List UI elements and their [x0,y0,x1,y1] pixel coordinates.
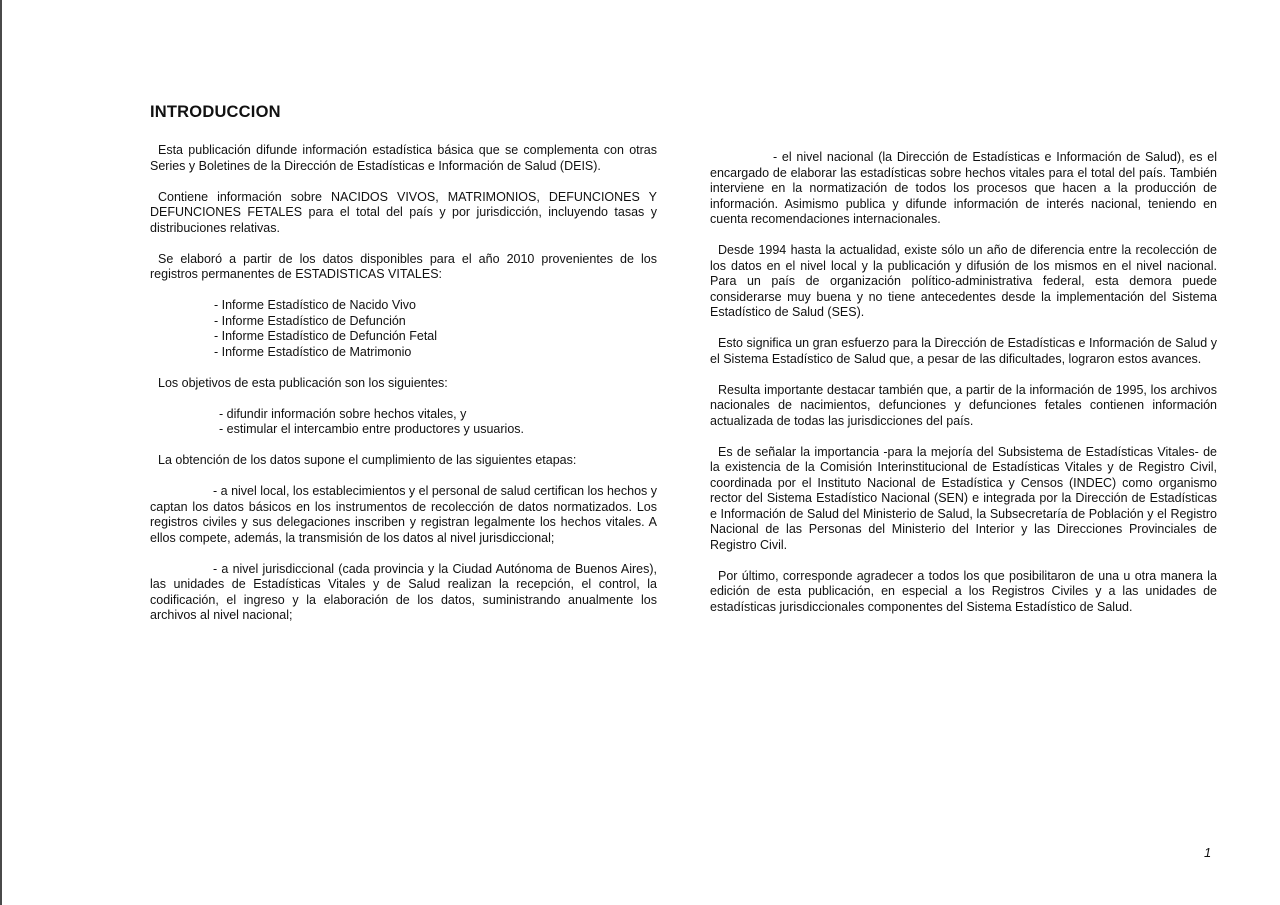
paragraph-acknowledgements: Por último, corresponde agradecer a todos los que posibilitaron de una u otra manera la edición de esta publicación, en especial a los Registros Civiles y a las unidades de estadísticas jurisdiccionales componentes del Sistema Estadístico de Salud. [710,568,1217,614]
report-list-item: - Informe Estadístico de Defunción [214,313,406,328]
paragraph-effort: Esto significa un gran esfuerzo para la Dirección de Estadísticas e Información de Salud y el Sistema Estadístico de Salud que, a pesar de las dificultades, lograron estos avances. [710,336,1217,366]
report-list-item: - Informe Estadístico de Matrimonio [214,344,412,359]
paragraph-since-1995: Resulta importante destacar también que, a partir de la información de 1995, los archivos nacionales de nacimientos, defunciones y defunciones fetales contienen información actualizada de todas las jurisdicciones del país. [710,382,1217,428]
page-title: INTRODUCCION [150,103,281,121]
paragraph-jurisdictional-level: - a nivel jurisdiccional (cada provincia y la Ciudad Autónoma de Buenos Aires), las unidades de Estadísticas Vitales y de Salud realizan la recepción, el control, la codificación, el ingreso y la elaboración de los datos, suministrando anualmente los archivos al nivel nacional; [150,561,657,622]
paragraph-commission: Es de señalar la importancia -para la mejoría del Subsistema de Estadísticas Vitales- de la existencia de la Comisión Interinstitucional de Estadísticas Vitales y de Registro Civil, coordinada por el Instituto Nacional de Estadística y Censos (INDEC) como organismo rector del Sistema Estadístico Nacional (SEN) e integrada por la Dirección de Estadísticas e Información de Salud del Ministerio de Salud, la Subsecretaría de Población y el Registro Nacional de las Personas del Ministerio del Interior y las Direcciones Provinciales de Registro Civil. [710,444,1217,552]
paragraph-national-level: - el nivel nacional (la Dirección de Estadísticas e Información de Salud), es el encargado de elaborar las estadísticas sobre hechos vitales para el total del país. También interviene en la normatización de todos los procesos que hacen a la producción de información. Asimismo publica y difunde información de interés nacional, teniendo en cuenta recomendaciones internacionales. [710,150,1217,226]
paragraph-stages-lead: La obtención de los datos supone el cumplimiento de las siguientes etapas: [158,453,577,467]
page-edge-line [0,0,2,905]
report-list [150,298,657,360]
page-number: 1 [1204,845,1212,860]
paragraph-objectives-lead: Los objetivos de esta publicación son los siguientes: [158,375,448,390]
paragraph-local-level: - a nivel local, los establecimientos y el personal de salud certifican los hechos y captan los datos básicos en los instrumentos de recolección de datos normatizados. Los registros civiles y sus delegaciones inscriben y registran legalmente los hechos vitales. A ellos compete, además, la transmisión de los datos al nivel jurisdiccional; [150,484,657,545]
objectives-list-item: - difundir información sobre hechos vitales, y [219,406,467,421]
paragraph-contents: Contiene información sobre NACIDOS VIVOS, MATRIMONIOS, DEFUNCIONES Y DEFUNCIONES FETALES para el total del país y por jurisdicción, incluyendo tasas y distribuciones relativas. [150,189,657,235]
objectives-list-item: - estimular el intercambio entre productores y usuarios. [219,422,524,436]
paragraph-since-1994: Desde 1994 hasta la actualidad, existe sólo un año de diferencia entre la recolección de los datos en el nivel local y la publicación y difusión de los mismos en el nivel nacional. Para un país de organización político-administrativa federal, esta demora puede considerarse muy buena y no tiene antecedentes desde la implementación del Sistema Estadístico de Salud (SES). [710,243,1217,319]
objectives-list [150,407,657,438]
report-list-item: - Informe Estadístico de Defunción Fetal [214,329,438,343]
report-list-item: - Informe Estadístico de Nacido Vivo [214,298,416,312]
left-column [150,103,657,639]
paragraph-sources: Se elaboró a partir de los datos disponibles para el año 2010 provenientes de los registros permanentes de ESTADISTICAS VITALES: [150,251,657,281]
paragraph-intro: Esta publicación difunde información estadística básica que se complementa con otras Series y Boletines de la Dirección de Estadísticas e Información de Salud (DEIS). [150,143,657,173]
right-column [710,150,1217,631]
